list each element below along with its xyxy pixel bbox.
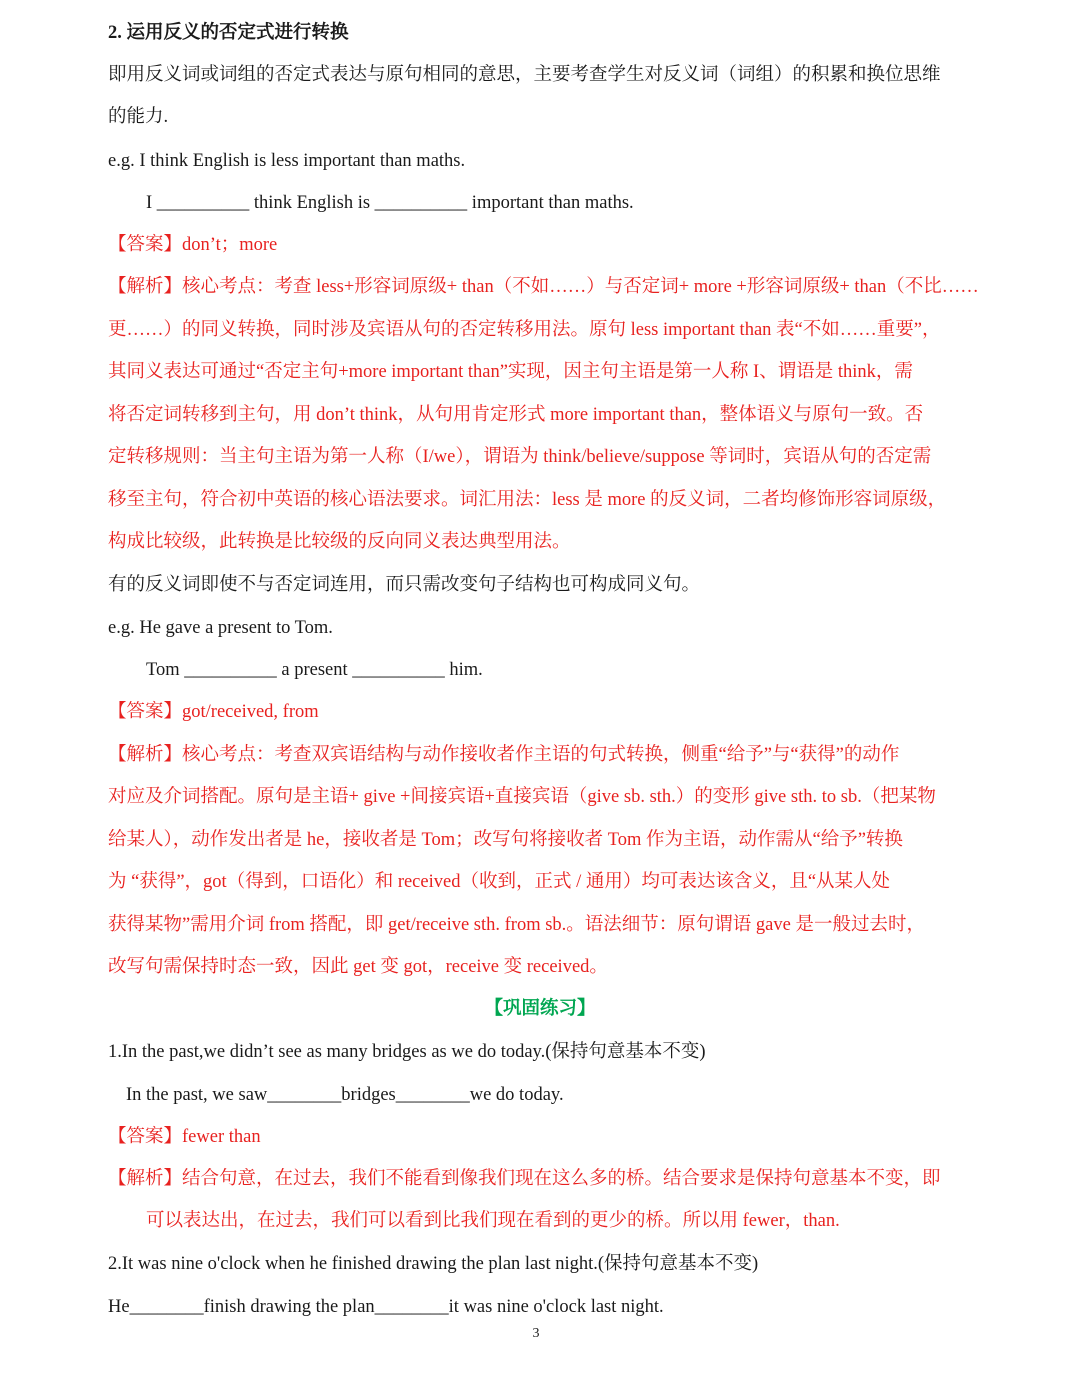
example1-analysis-line: 移至主句，符合初中英语的核心语法要求。词汇用法：less 是 more 的反义词，二者均修饰形容词原级， — [108, 490, 947, 510]
example2-answer: 【答案】got/received, from — [108, 702, 319, 722]
example2-analysis-line: 为 “获得”，got（得到，口语化）和 received（收到，正式 / 通用）均可表达该含义，且“从某人处 — [108, 872, 891, 892]
q2-question: 2.It was nine o'clock when he finished drawing the plan last night.(保持句意基本不变) — [108, 1254, 759, 1274]
example1-analysis-line: 构成比较级，此转换是比较级的反向同义表达典型用法。 — [108, 532, 571, 552]
example1-answer: 【答案】don’t；more — [108, 235, 278, 255]
example1-original: e.g. I think English is less important than maths. — [108, 151, 466, 171]
example2-analysis-line: 【解析】核心考点：考查双宾语结构与动作接收者作主语的句式转换，侧重“给予”与“获得”的动作 — [108, 745, 900, 765]
page-number: 3 — [532, 1326, 540, 1341]
q1-analysis-line: 可以表达出，在过去，我们可以看到比我们现在看到的更少的桥。所以用 fewer，than. — [146, 1211, 840, 1231]
q1-rewrite: In the past, we saw________bridges________we do today. — [126, 1085, 564, 1105]
example2-analysis-line: 获得某物”需用介词 from 搭配，即 get/receive sth. from sb.。语法细节：原句谓语 gave 是一般过去时， — [108, 915, 925, 935]
example1-analysis-line: 更……）的同义转换，同时涉及宾语从句的否定转移用法。原句 less important than 表“不如……重要”， — [108, 320, 941, 340]
example1-analysis-line: 其同义表达可通过“否定主句+more important than”实现，因主句主语是第一人称 I、谓语是 think，需 — [108, 362, 913, 382]
example1-analysis-line: 将否定词转移到主句，用 don’t think，从句用肯定形式 more important than，整体语义与原句一致。否 — [108, 405, 924, 425]
example2-rewrite: Tom __________ a present __________ him. — [146, 660, 483, 680]
q2-rewrite: He________finish drawing the plan________it was nine o'clock last night. — [108, 1297, 664, 1317]
q1-question: 1.In the past,we didn’t see as many bridges as we do today.(保持句意基本不变) — [108, 1042, 706, 1062]
example2-analysis-line: 改写句需保持时态一致，因此 get 变 got，receive 变 received。 — [108, 957, 608, 977]
intro-line-2: 的能力. — [108, 107, 169, 127]
example2-analysis-line: 对应及介词搭配。原句是主语+ give +间接宾语+直接宾语（give sb. sth.）的变形 give sth. to sb.（把某物 — [108, 787, 936, 807]
example2-analysis-line: 给某人），动作发出者是 he，接收者是 Tom；改写句将接收者 Tom 作为主语，动作需从“给予”转换 — [108, 830, 903, 850]
section-title: 2. 运用反义的否定式进行转换 — [108, 23, 349, 43]
example1-analysis-line: 定转移规则：当主句主语为第一人称（I/we），谓语为 think/believe/suppose 等词时，宾语从句的否定需 — [108, 447, 932, 467]
example2-original: e.g. He gave a present to Tom. — [108, 618, 333, 638]
example1-rewrite: I __________ think English is __________ important than maths. — [146, 193, 634, 213]
intro-line-1: 即用反义词或词组的否定式表达与原句相同的意思，主要考查学生对反义词（词组）的积累和换位思维 — [108, 65, 941, 85]
example1-analysis-line: 【解析】核心考点：考查 less+形容词原级+ than（不如……）与否定词+ more +形容词原级+ than（不比…… — [108, 277, 979, 297]
q1-answer: 【答案】fewer than — [108, 1127, 261, 1147]
q1-analysis-line: 【解析】结合句意，在过去，我们不能看到像我们现在这么多的桥。结合要求是保持句意基本不变，即 — [108, 1169, 941, 1189]
note-line: 有的反义词即使不与否定词连用，而只需改变句子结构也可构成同义句。 — [108, 575, 701, 595]
practice-heading: 【巩固练习】 — [484, 999, 596, 1019]
